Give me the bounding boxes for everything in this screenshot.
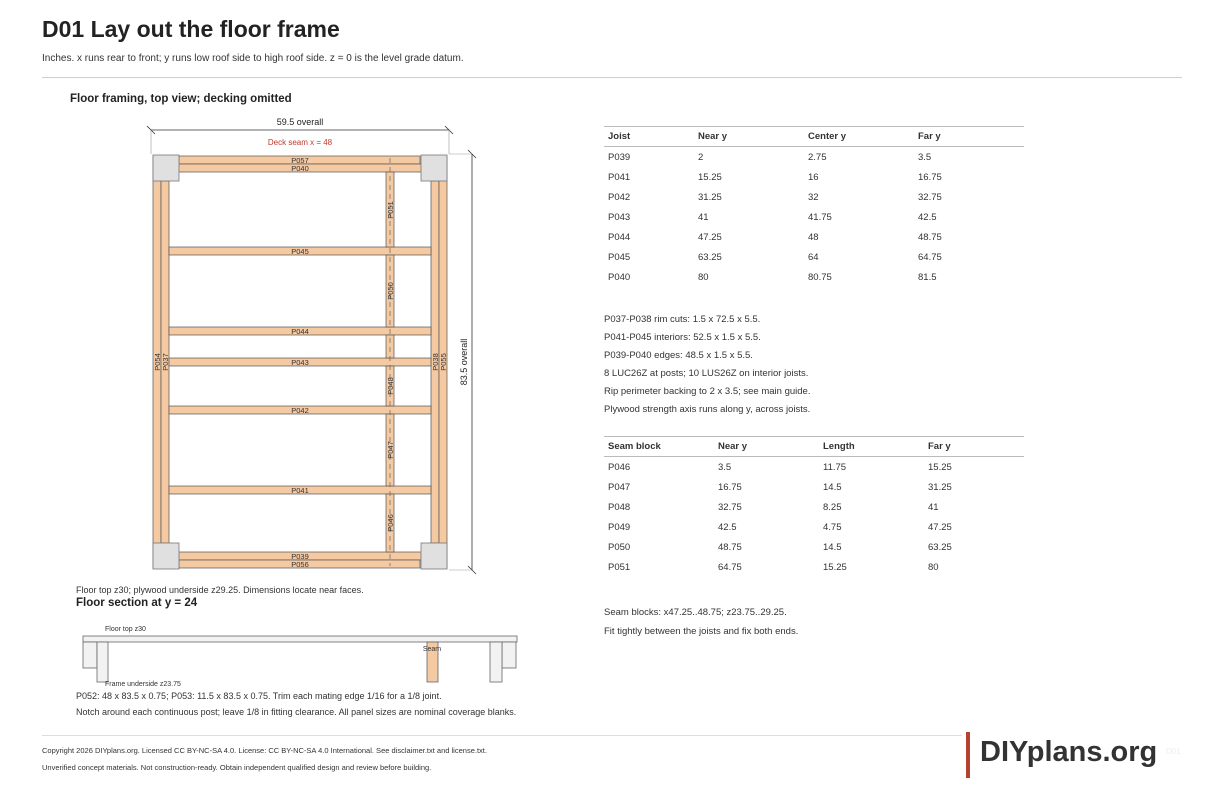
table-cell: 64.75 bbox=[718, 561, 742, 573]
table-cell: 41.75 bbox=[808, 211, 832, 223]
table-cell: 2.75 bbox=[808, 151, 827, 163]
column-header: Far y bbox=[914, 127, 1024, 147]
table-row bbox=[604, 497, 1024, 517]
floor-plan-diagram bbox=[0, 0, 600, 600]
table-cell: 4.75 bbox=[823, 521, 842, 533]
label-p057: P057 bbox=[291, 156, 309, 165]
table-row bbox=[604, 517, 1024, 537]
label-p056: P056 bbox=[291, 560, 309, 569]
brand-accent-bar bbox=[966, 732, 970, 778]
overall-width-label: 59.5 overall bbox=[276, 117, 324, 127]
table-cell: P047 bbox=[608, 481, 631, 493]
label-p046: P046 bbox=[386, 514, 395, 532]
label-p050: P050 bbox=[386, 282, 395, 300]
table-cell: 48.75 bbox=[918, 231, 942, 243]
table-row bbox=[604, 477, 1024, 497]
framing-notes bbox=[604, 311, 810, 419]
table-cell: P051 bbox=[608, 561, 631, 573]
table-row bbox=[604, 457, 1024, 478]
floor-section-diagram bbox=[76, 622, 536, 690]
label-p048: P048 bbox=[386, 377, 395, 395]
table-cell: 3.5 bbox=[718, 461, 732, 473]
note-line: Fit tightly between the joists and fix both ends. bbox=[604, 626, 799, 637]
plan-caption: Floor top z30; plywood underside z29.25. Dimensions locate near faces. bbox=[76, 585, 364, 595]
table-cell: 16 bbox=[808, 171, 819, 183]
table-cell: 11.75 bbox=[823, 461, 847, 473]
table-cell: P042 bbox=[608, 191, 631, 203]
seam-notes bbox=[604, 603, 798, 641]
table-cell: 32 bbox=[808, 191, 819, 203]
table-row bbox=[604, 247, 1024, 267]
label-p043: P043 bbox=[291, 358, 309, 367]
corner-post bbox=[421, 155, 447, 181]
table-cell: 32.75 bbox=[918, 191, 942, 203]
table-row bbox=[604, 267, 1024, 287]
note-line: P041-P045 interiors: 52.5 x 1.5 x 5.5. bbox=[604, 332, 761, 343]
table-cell: P043 bbox=[608, 211, 631, 223]
page-subtitle: Inches. x runs rear to front; y runs low roof side to high roof side. z = 0 is the level grade datum. bbox=[42, 53, 464, 64]
page-id: D01 bbox=[1166, 747, 1181, 756]
table-cell: 15.25 bbox=[698, 171, 722, 183]
column-header: Near y bbox=[714, 437, 819, 457]
note-line: P037-P038 rim cuts: 1.5 x 72.5 x 5.5. bbox=[604, 314, 761, 325]
label-p038: P038 bbox=[431, 353, 440, 371]
plywood-deck-layer bbox=[83, 636, 517, 642]
note-line: Rip perimeter backing to 2 x 3.5; see main guide. bbox=[604, 386, 811, 397]
table-cell: 64 bbox=[808, 251, 819, 263]
column-header: Joist bbox=[604, 127, 694, 147]
section-post-left bbox=[83, 642, 97, 668]
corner-post bbox=[153, 155, 179, 181]
table-cell: 31.25 bbox=[698, 191, 722, 203]
table-row bbox=[604, 537, 1024, 557]
table-cell: P046 bbox=[608, 461, 631, 473]
table-row bbox=[604, 557, 1024, 577]
column-header: Length bbox=[819, 437, 924, 457]
label-p040: P040 bbox=[291, 164, 309, 173]
table-cell: 41 bbox=[698, 211, 709, 223]
table-cell: 32.75 bbox=[718, 501, 742, 513]
seam-block-table bbox=[604, 436, 1024, 577]
table-cell: 14.5 bbox=[823, 481, 842, 493]
table-cell: 16.75 bbox=[918, 171, 942, 183]
table-row bbox=[604, 147, 1024, 168]
label-p042: P042 bbox=[291, 406, 309, 415]
copyright-text: Copyright 2026 DIYplans.org. Licensed CC BY-NC-SA 4.0. License: CC BY-NC-SA 4.0 International. See disclaimer.txt and license.txt. bbox=[42, 746, 487, 755]
page-title: D01 Lay out the floor frame bbox=[42, 16, 340, 42]
table-cell: 42.5 bbox=[718, 521, 737, 533]
table-cell: P044 bbox=[608, 231, 631, 243]
table-header-row bbox=[604, 437, 1024, 457]
disclaimer-text: Unverified concept materials. Not construction-ready. Obtain independent qualified design and review before building. bbox=[42, 763, 432, 772]
column-header: Near y bbox=[694, 127, 804, 147]
table-cell: P048 bbox=[608, 501, 631, 513]
table-cell: 15.25 bbox=[928, 461, 952, 473]
table-cell: 48 bbox=[808, 231, 819, 243]
seam-label: Seam bbox=[422, 646, 442, 653]
section-rim-right bbox=[490, 642, 502, 682]
table-cell: 80.75 bbox=[808, 271, 832, 283]
table-cell: 3.5 bbox=[918, 151, 932, 163]
note-line: P039-P040 edges: 48.5 x 1.5 x 5.5. bbox=[604, 350, 753, 361]
table-cell: 2 bbox=[698, 151, 704, 163]
table-cell: 41 bbox=[928, 501, 939, 513]
label-p039: P039 bbox=[291, 552, 309, 561]
floor-top-label: Floor top z30 bbox=[105, 626, 146, 633]
table-cell: 42.5 bbox=[918, 211, 937, 223]
label-p051: P051 bbox=[386, 201, 395, 219]
table-row bbox=[604, 227, 1024, 247]
table-row bbox=[604, 207, 1024, 227]
section-rim-left bbox=[97, 642, 108, 682]
label-p041: P041 bbox=[291, 486, 309, 495]
section-title: Floor section at y = 24 bbox=[76, 597, 198, 609]
label-p045: P045 bbox=[291, 247, 309, 256]
column-header: Far y bbox=[924, 437, 1024, 457]
table-cell: 47.25 bbox=[698, 231, 722, 243]
table-cell: 81.5 bbox=[918, 271, 937, 283]
plan-title: Floor framing, top view; decking omitted bbox=[70, 93, 292, 105]
table-cell: P050 bbox=[608, 541, 631, 553]
table-cell: 31.25 bbox=[928, 481, 952, 493]
label-p037: P037 bbox=[161, 353, 170, 371]
brand-logo: DIYplans.org bbox=[980, 736, 1158, 768]
frame-underside-label: Frame underside z23.75 bbox=[105, 681, 181, 688]
table-cell: 80 bbox=[698, 271, 709, 283]
table-cell: 80 bbox=[928, 561, 939, 573]
note-line: 8 LUC26Z at posts; 10 LUS26Z on interior joists. bbox=[604, 368, 809, 379]
label-p055: P055 bbox=[439, 353, 448, 371]
joist-table bbox=[604, 126, 1024, 287]
table-cell: 47.25 bbox=[928, 521, 952, 533]
table-cell: 8.25 bbox=[823, 501, 842, 513]
table-cell: P040 bbox=[608, 271, 631, 283]
column-header: Center y bbox=[804, 127, 914, 147]
table-cell: P039 bbox=[608, 151, 631, 163]
corner-post bbox=[153, 543, 179, 569]
table-header-row bbox=[604, 127, 1024, 147]
table-cell: 63.25 bbox=[928, 541, 952, 553]
table-cell: 64.75 bbox=[918, 251, 942, 263]
table-cell: 48.75 bbox=[718, 541, 742, 553]
column-header: Seam block bbox=[604, 437, 714, 457]
table-row bbox=[604, 187, 1024, 207]
section-note-2: Notch around each continuous post; leave 1/8 in fitting clearance. All panel sizes are nominal coverage blanks. bbox=[76, 707, 517, 717]
footer-divider bbox=[42, 735, 962, 736]
table-row bbox=[604, 167, 1024, 187]
label-p044: P044 bbox=[291, 327, 309, 336]
table-cell: 15.25 bbox=[823, 561, 847, 573]
section-post-right bbox=[502, 642, 516, 668]
table-cell: P045 bbox=[608, 251, 631, 263]
table-cell: P049 bbox=[608, 521, 631, 533]
label-p047: P047 bbox=[386, 441, 395, 459]
deck-seam-label: Deck seam x = 48 bbox=[267, 138, 333, 147]
table-cell: P041 bbox=[608, 171, 631, 183]
table-cell: 16.75 bbox=[718, 481, 742, 493]
table-cell: 14.5 bbox=[823, 541, 842, 553]
overall-length-label: 83.5 overall bbox=[459, 338, 469, 386]
note-line: Seam blocks: x47.25..48.75; z23.75..29.25. bbox=[604, 607, 787, 618]
corner-post bbox=[421, 543, 447, 569]
table-cell: 63.25 bbox=[698, 251, 722, 263]
section-note-1: P052: 48 x 83.5 x 0.75; P053: 11.5 x 83.5 x 0.75. Trim each mating edge 1/16 for a 1/8 joint. bbox=[76, 691, 442, 701]
label-p054: P054 bbox=[153, 353, 162, 371]
note-line: Plywood strength axis runs along y, across joists. bbox=[604, 404, 811, 415]
